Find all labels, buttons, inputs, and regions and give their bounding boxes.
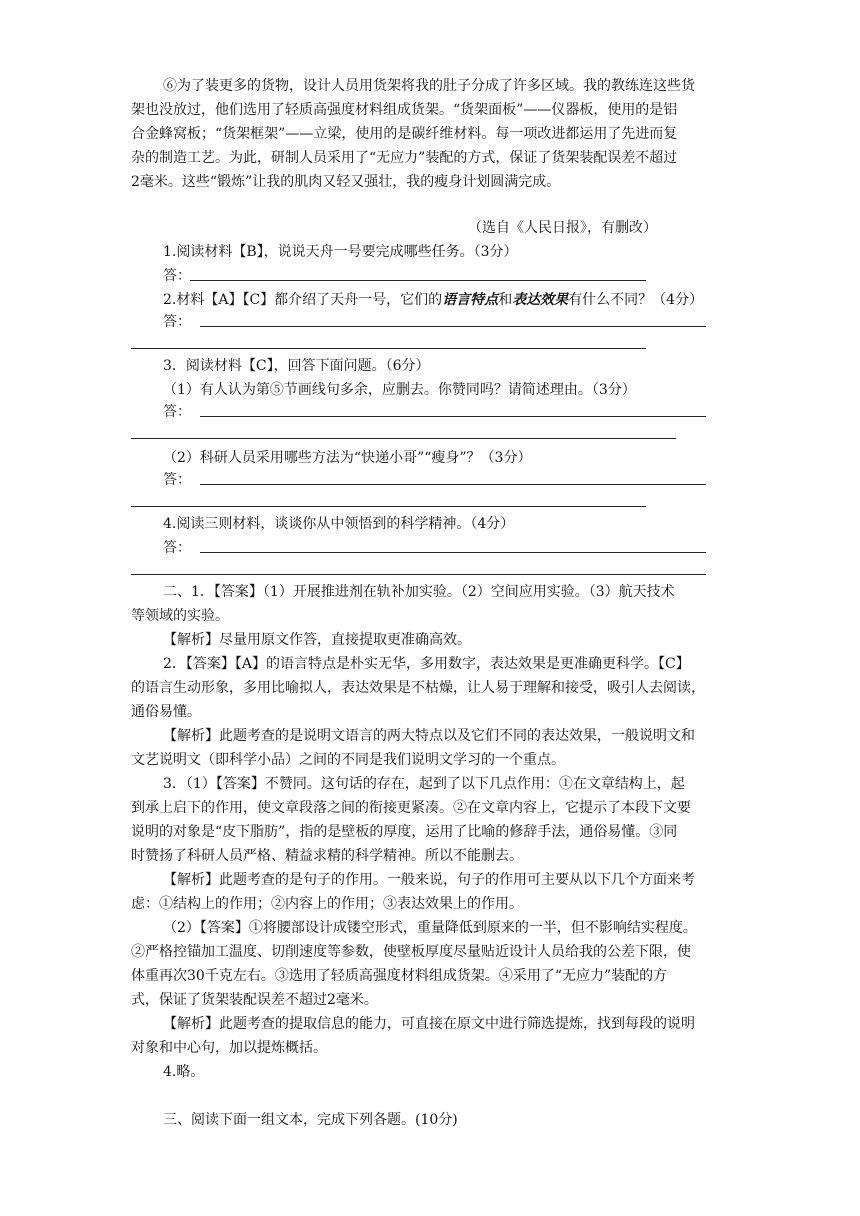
source-note: （选自《人民日报》，有删改） (468, 220, 657, 236)
analysis-text: 【解析】此题考查的提取信息的能力，可直接在原文中进行筛选提炼，找到每段的说明 (163, 1016, 695, 1032)
analysis-text: 对象和中心句，加以提炼概括。 (131, 1040, 327, 1056)
answer-text: 说明的对象是“皮下脂肪”，指的是壁板的厚度，运用了比喻的修辞手法，通俗易懂。③同 (131, 824, 678, 840)
answer-text: 通俗易懂。 (131, 704, 201, 720)
question-3-2: （2）科研人员采用哪些方法为“快递小哥”“瘦身”？（3分） (163, 450, 532, 466)
answer-blank-line[interactable] (200, 416, 706, 417)
question-4: 4.阅读三则材料，谈谈你从中领悟到的科学精神。（4分） (163, 516, 515, 532)
answer-label: 答： (163, 404, 191, 420)
question-2 (163, 290, 703, 310)
answer-text: 的语言生动形象，多用比喻拟人，表达效果是不枯燥，让人易于理解和接受，吸引人去阅读， (131, 680, 705, 696)
analysis-text: 【解析】此题考查的是句子的作用。一般来说，句子的作用可主要从以下几个方面来考 (163, 872, 695, 888)
answer-label: 答： (163, 314, 191, 330)
answer-blank-line[interactable] (200, 326, 706, 327)
answer-text: （2）【答案】①将腰部设计成镂空形式，重量降低到原来的一半，但不影响结实程度。 (163, 920, 697, 936)
question-1: 1.阅读材料【B】，说说天舟一号要完成哪些任务。（3分） (163, 244, 518, 260)
answer-blank-line[interactable] (131, 348, 646, 349)
passage-line: 合金蜂窝板；“货架框架”——立梁，使用的是碳纤维材料。每一项改进都运用了先进而复 (131, 126, 678, 142)
emphasis-expression-effect: 表达效果 (512, 292, 569, 308)
question-2-text: 和 (498, 292, 513, 308)
analysis-text: 【解析】此题考查的是说明文语言的两大特点以及它们不同的表达效果，一般说明文和 (163, 728, 695, 744)
passage-line: 杂的制造工艺。为此，研制人员采用了“无应力”装配的方式，保证了货架装配误差不超过 (131, 150, 678, 166)
answer-text: 体重再次30千克左右。③选用了轻质高强度材料组成货架。④采用了“无应力”装配的方 (131, 968, 668, 984)
emphasis-language-features: 语言特点 (442, 292, 499, 308)
answer-text: 2．【答案】【A】的语言特点是朴实无华，多用数字，表达效果是更准确更科学。【C】 (163, 656, 690, 672)
answer-label: 答： (163, 540, 191, 556)
answer-blank-line[interactable] (200, 552, 706, 553)
analysis-text: 虑：①结构上的作用；②内容上的作用；③表达效果上的作用。 (131, 896, 523, 912)
answer-text: 式，保证了货架装配误差不超过2毫米。 (131, 992, 378, 1008)
answer-blank-line[interactable] (200, 484, 706, 485)
answer-text: 3．（1）【答案】不赞同。这句话的存在，起到了以下几点作用：①在文章结构上，起 (163, 776, 685, 792)
answer-text: 二、1．【答案】（1）开展推进剂在轨补加实验。（2）空间应用实验。（3）航天技术 (163, 584, 675, 600)
answer-text: ②严格控锚加工温度、切削速度等参数，使壁板厚度尽量贴近设计人员给我的公差下限，使 (131, 944, 691, 960)
answer-label: 答： (163, 472, 191, 488)
question-2-text: 有什么不同？（4分） (568, 292, 704, 308)
passage-line: 架也没放过，他们选用了轻质高强度材料组成货架。“货架面板”——仪器板，使用的是铝 (131, 102, 678, 118)
answer-text: 到承上启下的作用，使文章段落之间的衔接更紧凑。②在文章内容上，它提示了本段下文要 (131, 800, 691, 816)
answer-label: 答： (163, 268, 191, 284)
passage-line: 2毫米。这些“锻炼”让我的肌肉又轻又强壮，我的瘦身计划圆满完成。 (131, 174, 561, 190)
answer-blank-line[interactable] (131, 574, 706, 575)
answer-text: 等领域的实验。 (131, 608, 229, 624)
question-3-1: （1）有人认为第⑤节画线句多余，应删去。你赞同吗？请简述理由。（3分） (163, 382, 636, 398)
question-2-text: 2.材料【A】【C】都介绍了天舟一号，它们的 (163, 292, 443, 308)
question-3: 3．阅读材料【C】，回答下面问题。（6分） (163, 358, 430, 374)
answer-blank-line[interactable] (131, 438, 676, 439)
answer-text: 时赞扬了科研人员严格、精益求精的科学精神。所以不能删去。 (131, 848, 523, 864)
answer-text: 4.略。 (163, 1064, 205, 1080)
analysis-text: 【解析】尽量用原文作答，直接提取更准确高效。 (163, 632, 471, 648)
answer-blank-line[interactable] (190, 280, 646, 281)
section-heading: 三、阅读下面一组文本，完成下列各题。(10分) (163, 1112, 458, 1128)
answer-blank-line[interactable] (131, 506, 646, 507)
analysis-text: 文艺说明文（即科学小品）之间的不同是我们说明文学习的一个重点。 (131, 752, 565, 768)
passage-line: ⑥为了装更多的货物，设计人员用货架将我的肚子分成了许多区域。我的教练连这些货 (163, 78, 695, 94)
